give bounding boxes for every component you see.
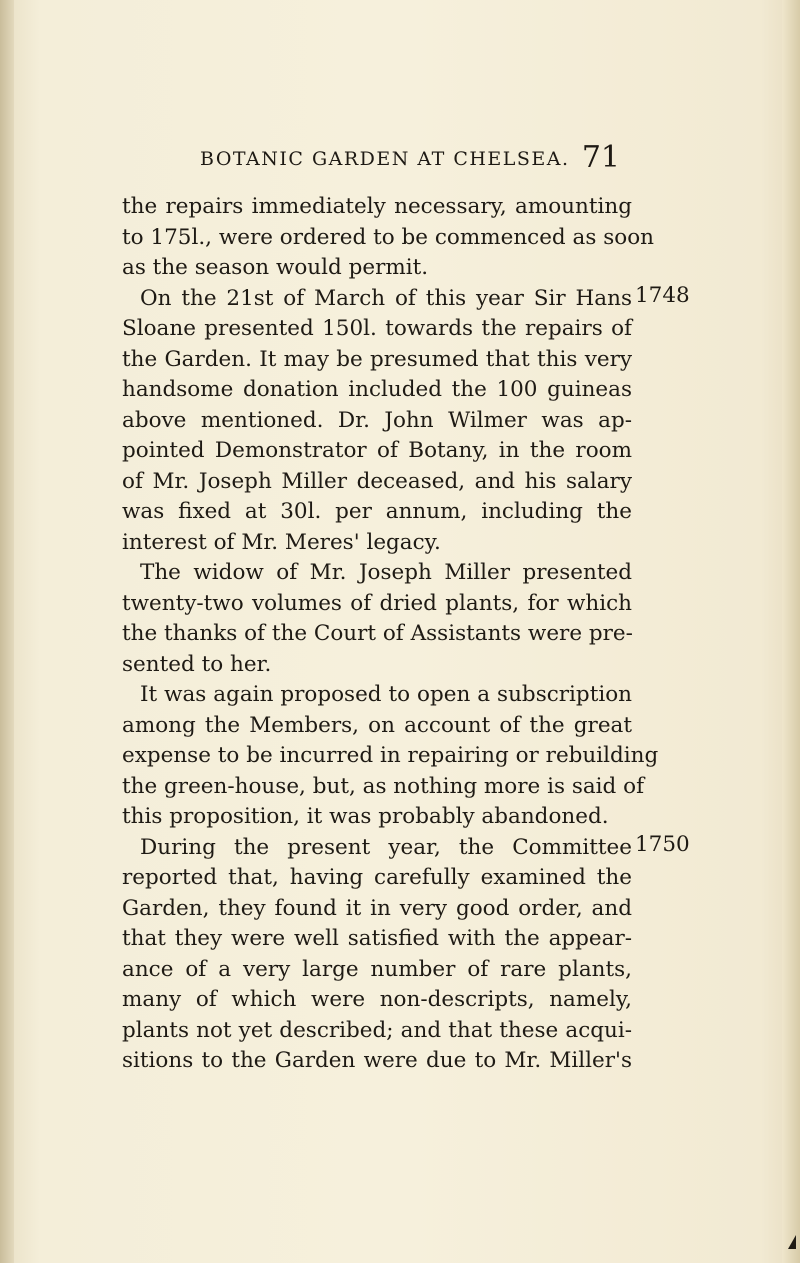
text-line: among the Members, on account of the great	[122, 712, 632, 738]
body-text	[122, 192, 659, 1077]
text-line: During the present year, the Committee	[140, 834, 632, 860]
text-line: above mentioned. Dr. John Wilmer was ap-	[122, 407, 632, 433]
page-binding-shadow	[0, 0, 14, 1263]
text-line: many of which were non-descripts, namely,	[122, 987, 632, 1012]
text-line: sitions to the Garden were due to Mr. Miller's	[122, 1048, 632, 1073]
text-line: handsome donation included the 100 guineas	[122, 377, 632, 402]
page-header	[200, 140, 620, 176]
margin-year: 1750	[635, 832, 690, 857]
running-head: BOTANIC GARDEN AT CHELSEA.	[200, 148, 570, 170]
margin-year: 1748	[635, 283, 690, 308]
text-line: to 175l., were ordered to be commenced as soon	[122, 224, 654, 250]
text-line: interest of Mr. Meres' legacy.	[122, 529, 441, 555]
text-line: this proposition, it was probably abandoned.	[122, 804, 609, 829]
text-line: the green-house, but, as nothing more is said of	[122, 773, 645, 799]
page-number: 71	[581, 140, 620, 175]
text-line: twenty-two volumes of dried plants, for which	[122, 590, 632, 616]
text-line: the repairs immediately necessary, amounting	[122, 194, 632, 219]
text-line: the Garden. It may be presumed that this very	[122, 346, 632, 372]
text-line: On the 21st of March of this year Sir Hans	[140, 285, 632, 311]
text-line: It was again proposed to open a subscription	[140, 682, 632, 707]
text-line: that they were well satisfied with the appear-	[122, 926, 632, 951]
corner-mark-icon	[788, 1235, 796, 1249]
text-line: Garden, they found it in very good order, and	[122, 895, 632, 921]
text-line: was fixed at 30l. per annum, including the	[122, 499, 632, 524]
text-line: of Mr. Joseph Miller deceased, and his salary	[122, 468, 632, 494]
text-line: as the season would permit.	[122, 255, 429, 280]
text-line: Sloane presented 150l. towards the repairs of	[122, 316, 632, 341]
text-line: The widow of Mr. Joseph Miller presented	[140, 560, 632, 585]
text-line: pointed Demonstrator of Botany, in the room	[122, 438, 632, 463]
text-line: the thanks of the Court of Assistants were pre-	[122, 621, 633, 646]
text-line: reported that, having carefully examined the	[122, 865, 632, 890]
page-edge-shadow	[782, 0, 800, 1263]
text-line: expense to be incurred in repairing or rebuilding	[122, 743, 659, 768]
text-line: plants not yet described; and that these acqui-	[122, 1017, 632, 1043]
text-line: sented to her.	[122, 651, 272, 677]
text-line: ance of a very large number of rare plants,	[122, 956, 632, 982]
